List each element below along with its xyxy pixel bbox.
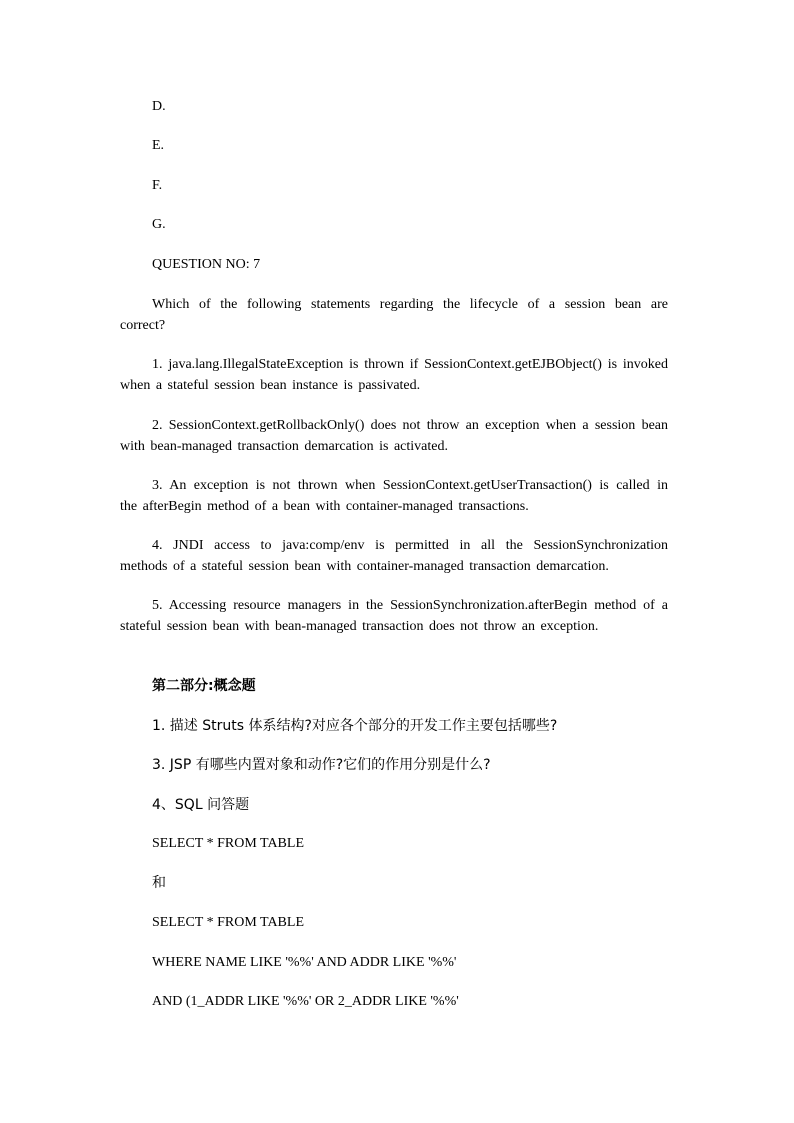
sql-line-and: 和 — [152, 875, 166, 891]
concept-item-3: 3. JSP 有哪些内置对象和动作?它们的作用分别是什么? — [152, 757, 491, 773]
answer-3: 3. An exception is not thrown when SessionContext.getUserTransaction() is called in the afterBegin method of a bean with container-managed transactions. — [120, 478, 668, 514]
section-title: 第二部分:概念题 — [152, 678, 256, 694]
concept-item-4: 4、SQL 问答题 — [152, 797, 250, 813]
answer-4: 4. JNDI access to java:comp/env is permitted in all the SessionSynchronization methods of a stateful session bean with container-managed transaction demarcation. — [120, 538, 668, 574]
answer-1: 1. java.lang.IllegalStateException is thrown if SessionContext.getEJBObject() is invoked when a stateful session bean instance is passivated. — [120, 357, 668, 393]
option-d: D. — [152, 99, 166, 114]
sql-line-4: AND (1_ADDR LIKE '%%' OR 2_ADDR LIKE '%%' — [152, 994, 459, 1009]
concept-item-1: 1. 描述 Struts 体系结构?对应各个部分的开发工作主要包括哪些? — [152, 718, 558, 734]
option-f: F. — [152, 178, 163, 193]
sql-line-3: WHERE NAME LIKE '%%' AND ADDR LIKE '%%' — [152, 955, 457, 970]
answer-2: 2. SessionContext.getRollbackOnly() does not throw an exception when a session bean with bean-managed transaction demarcation is activated. — [120, 418, 668, 454]
question-header: QUESTION NO: 7 — [152, 257, 261, 272]
option-e: E. — [152, 138, 165, 153]
question-text: Which of the following statements regarding the lifecycle of a session bean are correct? — [120, 297, 668, 333]
answer-5: 5. Accessing resource managers in the SessionSynchronization.afterBegin method of a stateful session bean with bean-managed transaction does not throw an exception. — [120, 598, 668, 634]
sql-line-1: SELECT * FROM TABLE — [152, 836, 304, 851]
sql-line-2: SELECT * FROM TABLE — [152, 915, 304, 930]
option-g: G. — [152, 217, 166, 232]
